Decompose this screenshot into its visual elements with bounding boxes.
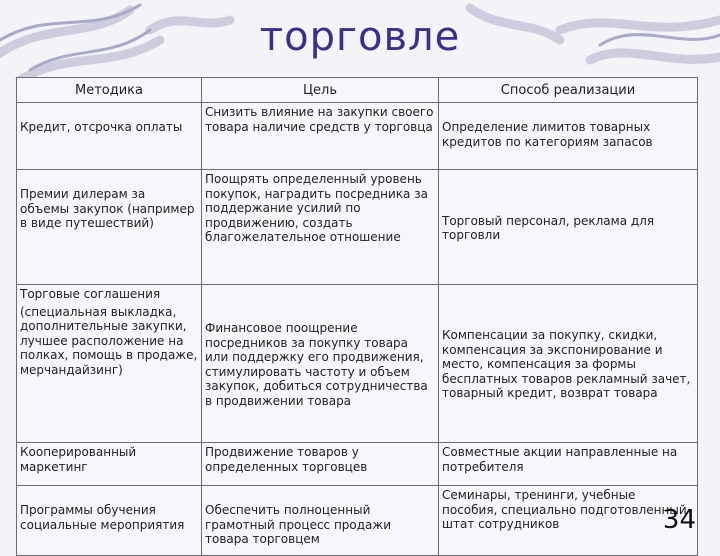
cell-method: Кооперированный маркетинг (17, 443, 202, 486)
cell-implementation: Семинары, тренинги, учебные пособия, специально подготовленный штат сотрудников (439, 486, 698, 556)
cell-method: Программы обучения социальные мероприятия (17, 486, 202, 556)
cell-method-details: (специальная выкладка, дополнительные закупки, лучшее расположение на полках, помощь в продаже, мерчандайзинг) (20, 304, 198, 377)
cell-implementation: Торговый персонал, реклама для торговли (439, 170, 698, 285)
table-row (17, 170, 698, 285)
cell-goal: Поощрять определенный уровень покупок, наградить посредника за поддержание усилий по продвижению, создать благожелательное отношение (202, 170, 439, 285)
header-method: Методика (17, 78, 202, 103)
slide-title: торговле (259, 14, 461, 60)
cell-goal: Финансовое поощрение посредников за покупку товара или поддержку его продвижения, стимулировать частоту и объем закупок, добиться сотрудничества в продвижении товара (202, 285, 439, 443)
cell-implementation: Компенсации за покупку, скидки, компенсация за экспонирование и место, компенсация за формы бесплатных товаров рекламный зачет, товарный кредит, возврат товара (439, 285, 698, 443)
cell-implementation: Определение лимитов товарных кредитов по категориям запасов (439, 103, 698, 170)
header-implementation: Способ реализации (439, 78, 698, 103)
cell-method: Кредит, отсрочка оплаты (17, 103, 202, 170)
cell-goal: Продвижение товаров у определенных торговцев (202, 443, 439, 486)
promotion-methods-table (16, 77, 698, 556)
table-header-row (17, 78, 698, 103)
cell-method: Премии дилерам за объемы закупок (например в виде путешествий) (17, 170, 202, 285)
cell-goal: Снизить влияние на закупки своего товара наличие средств у торговца (202, 103, 439, 170)
table-row (17, 285, 698, 443)
cell-method-title: Торговые соглашения (20, 287, 161, 301)
cell-goal: Обеспечить полноценный грамотный процесс продажи товара торговцем (202, 486, 439, 556)
table-row (17, 486, 698, 556)
cell-implementation: Совместные акции направленные на потребителя (439, 443, 698, 486)
header-goal: Цель (202, 78, 439, 103)
table-row (17, 103, 698, 170)
cell-method (17, 285, 202, 443)
table-row (17, 443, 698, 486)
page-number: 34 (662, 505, 696, 535)
